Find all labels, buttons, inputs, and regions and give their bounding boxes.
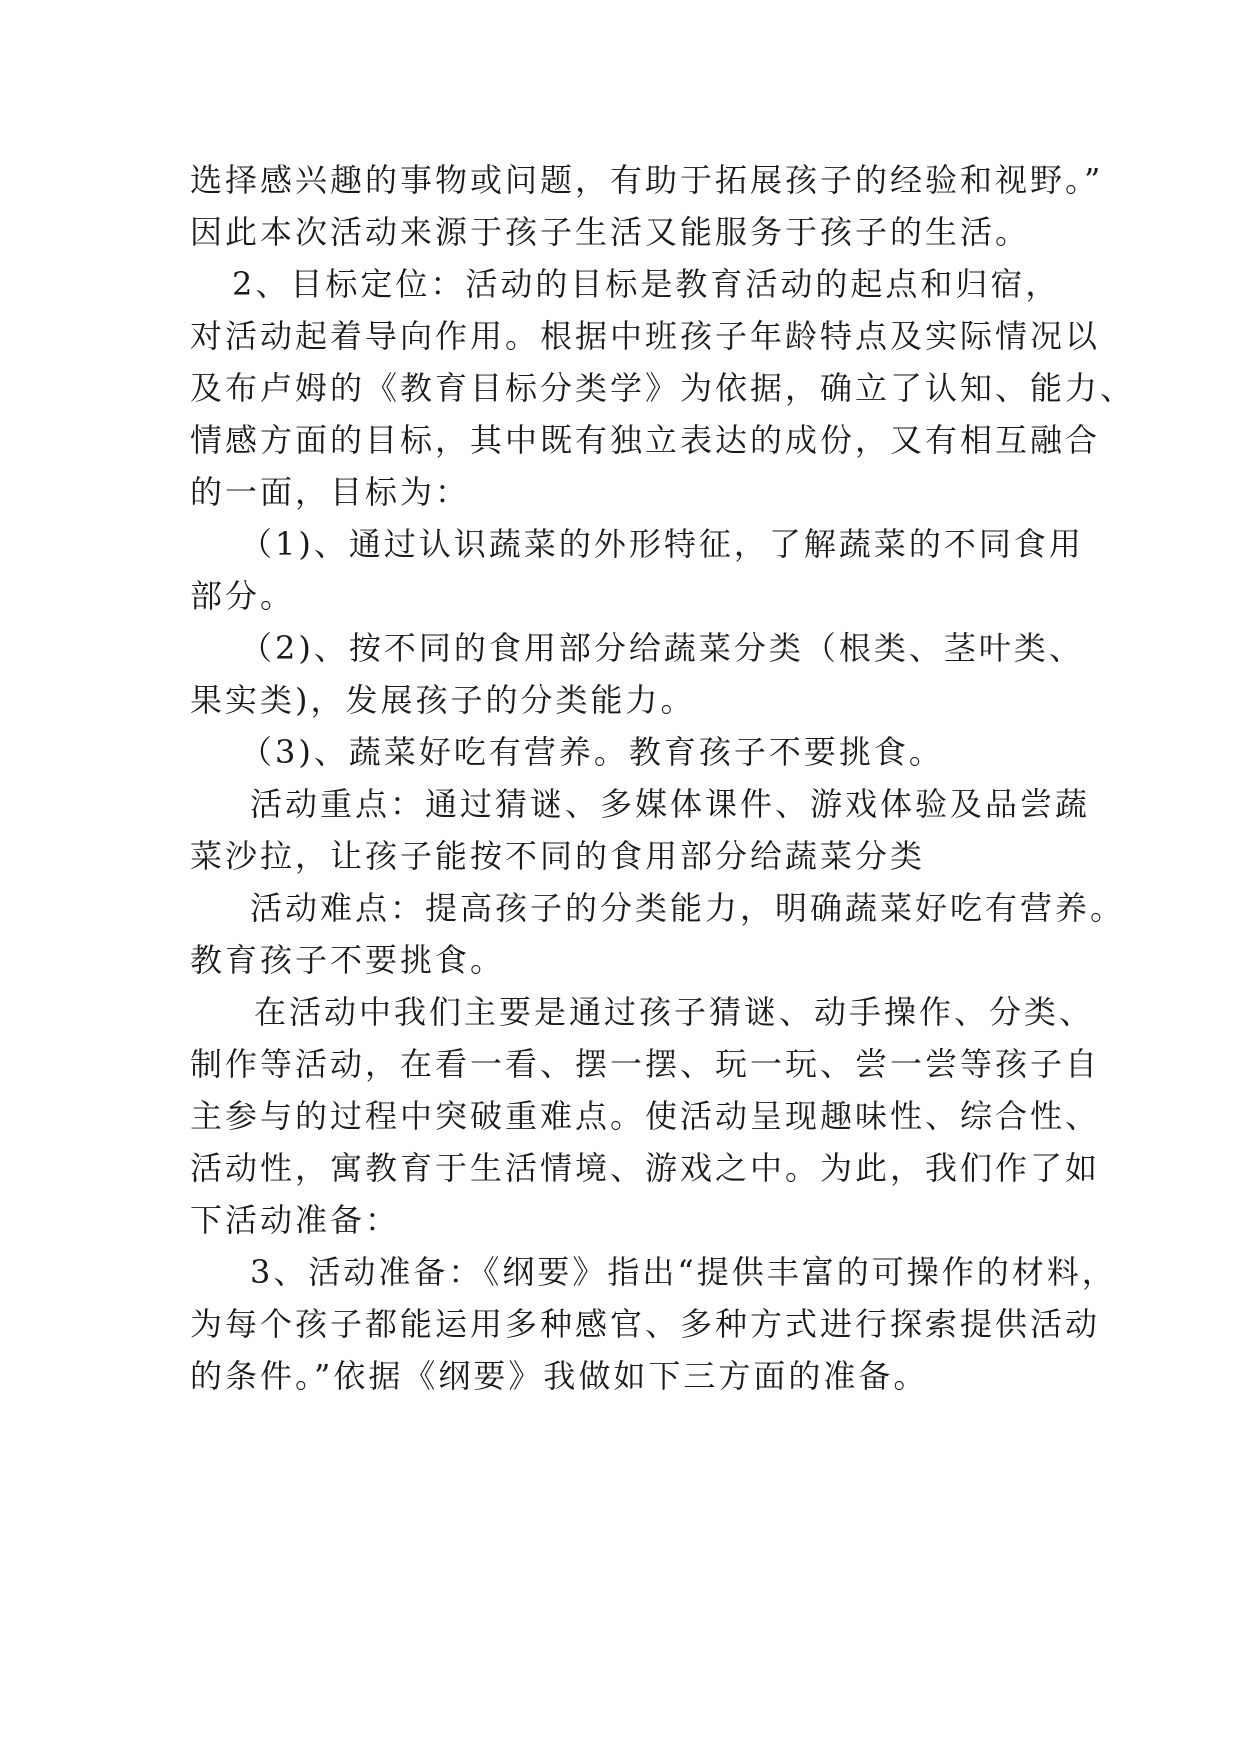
text-line: （2)、按不同的食用部分给蔬菜分类（根类、茎叶类、 — [240, 629, 1084, 667]
text-line: 3、活动准备：《纲要》指出“提供丰富的可操作的材料， — [250, 1253, 1117, 1291]
text-line: 活动重点：通过猜谜、多媒体课件、游戏体验及品尝蔬 — [250, 785, 1091, 823]
text-line: 活动性，寓教育于生活情境、游戏之中。为此，我们作了如 — [190, 1149, 1101, 1187]
text-line: 因此本次活动来源于孩子生活又能服务于孩子的生活。 — [190, 213, 1031, 251]
text-line: 为每个孩子都能运用多种感官、多种方式进行探索提供活动 — [190, 1305, 1101, 1343]
text-line: 情感方面的目标，其中既有独立表达的成份，又有相互融合 — [190, 421, 1101, 459]
text-line: 选择感兴趣的事物或问题，有助于拓展孩子的经验和视野。” — [190, 161, 1104, 199]
text-line: （3)、蔬菜好吃有营养。教育孩子不要挑食。 — [240, 733, 944, 771]
text-line: 主参与的过程中突破重难点。使活动呈现趣味性、综合性、 — [190, 1097, 1101, 1135]
text-line: 的一面，目标为： — [190, 473, 471, 511]
text-line: （1)、通过认识蔬菜的外形特征，了解蔬菜的不同食用 — [240, 525, 1084, 563]
text-line: 对活动起着导向作用。根据中班孩子年龄特点及实际情况以 — [190, 317, 1101, 355]
text-line: 及布卢姆的《教育目标分类学》为依据，确立了认知、能力、 — [190, 369, 1136, 407]
text-line: 活动难点：提高孩子的分类能力，明确蔬菜好吃有营养。 — [250, 889, 1126, 927]
text-line: 2、目标定位：活动的目标是教育活动的起点和归宿， — [232, 265, 1061, 303]
text-line: 制作等活动，在看一看、摆一摆、玩一玩、尝一尝等孩子自 — [190, 1045, 1101, 1083]
text-line: 部分。 — [190, 577, 296, 615]
text-line: 教育孩子不要挑食。 — [190, 941, 506, 979]
text-line: 果实类)，发展孩子的分类能力。 — [190, 681, 696, 719]
text-line: 的条件。”依据《纲要》我做如下三方面的准备。 — [190, 1357, 929, 1395]
text-line: 下活动准备： — [190, 1201, 401, 1239]
text-line: 在活动中我们主要是通过孩子猜谜、动手操作、分类、 — [254, 993, 1095, 1031]
text-line: 菜沙拉，让孩子能按不同的食用部分给蔬菜分类 — [190, 837, 926, 875]
